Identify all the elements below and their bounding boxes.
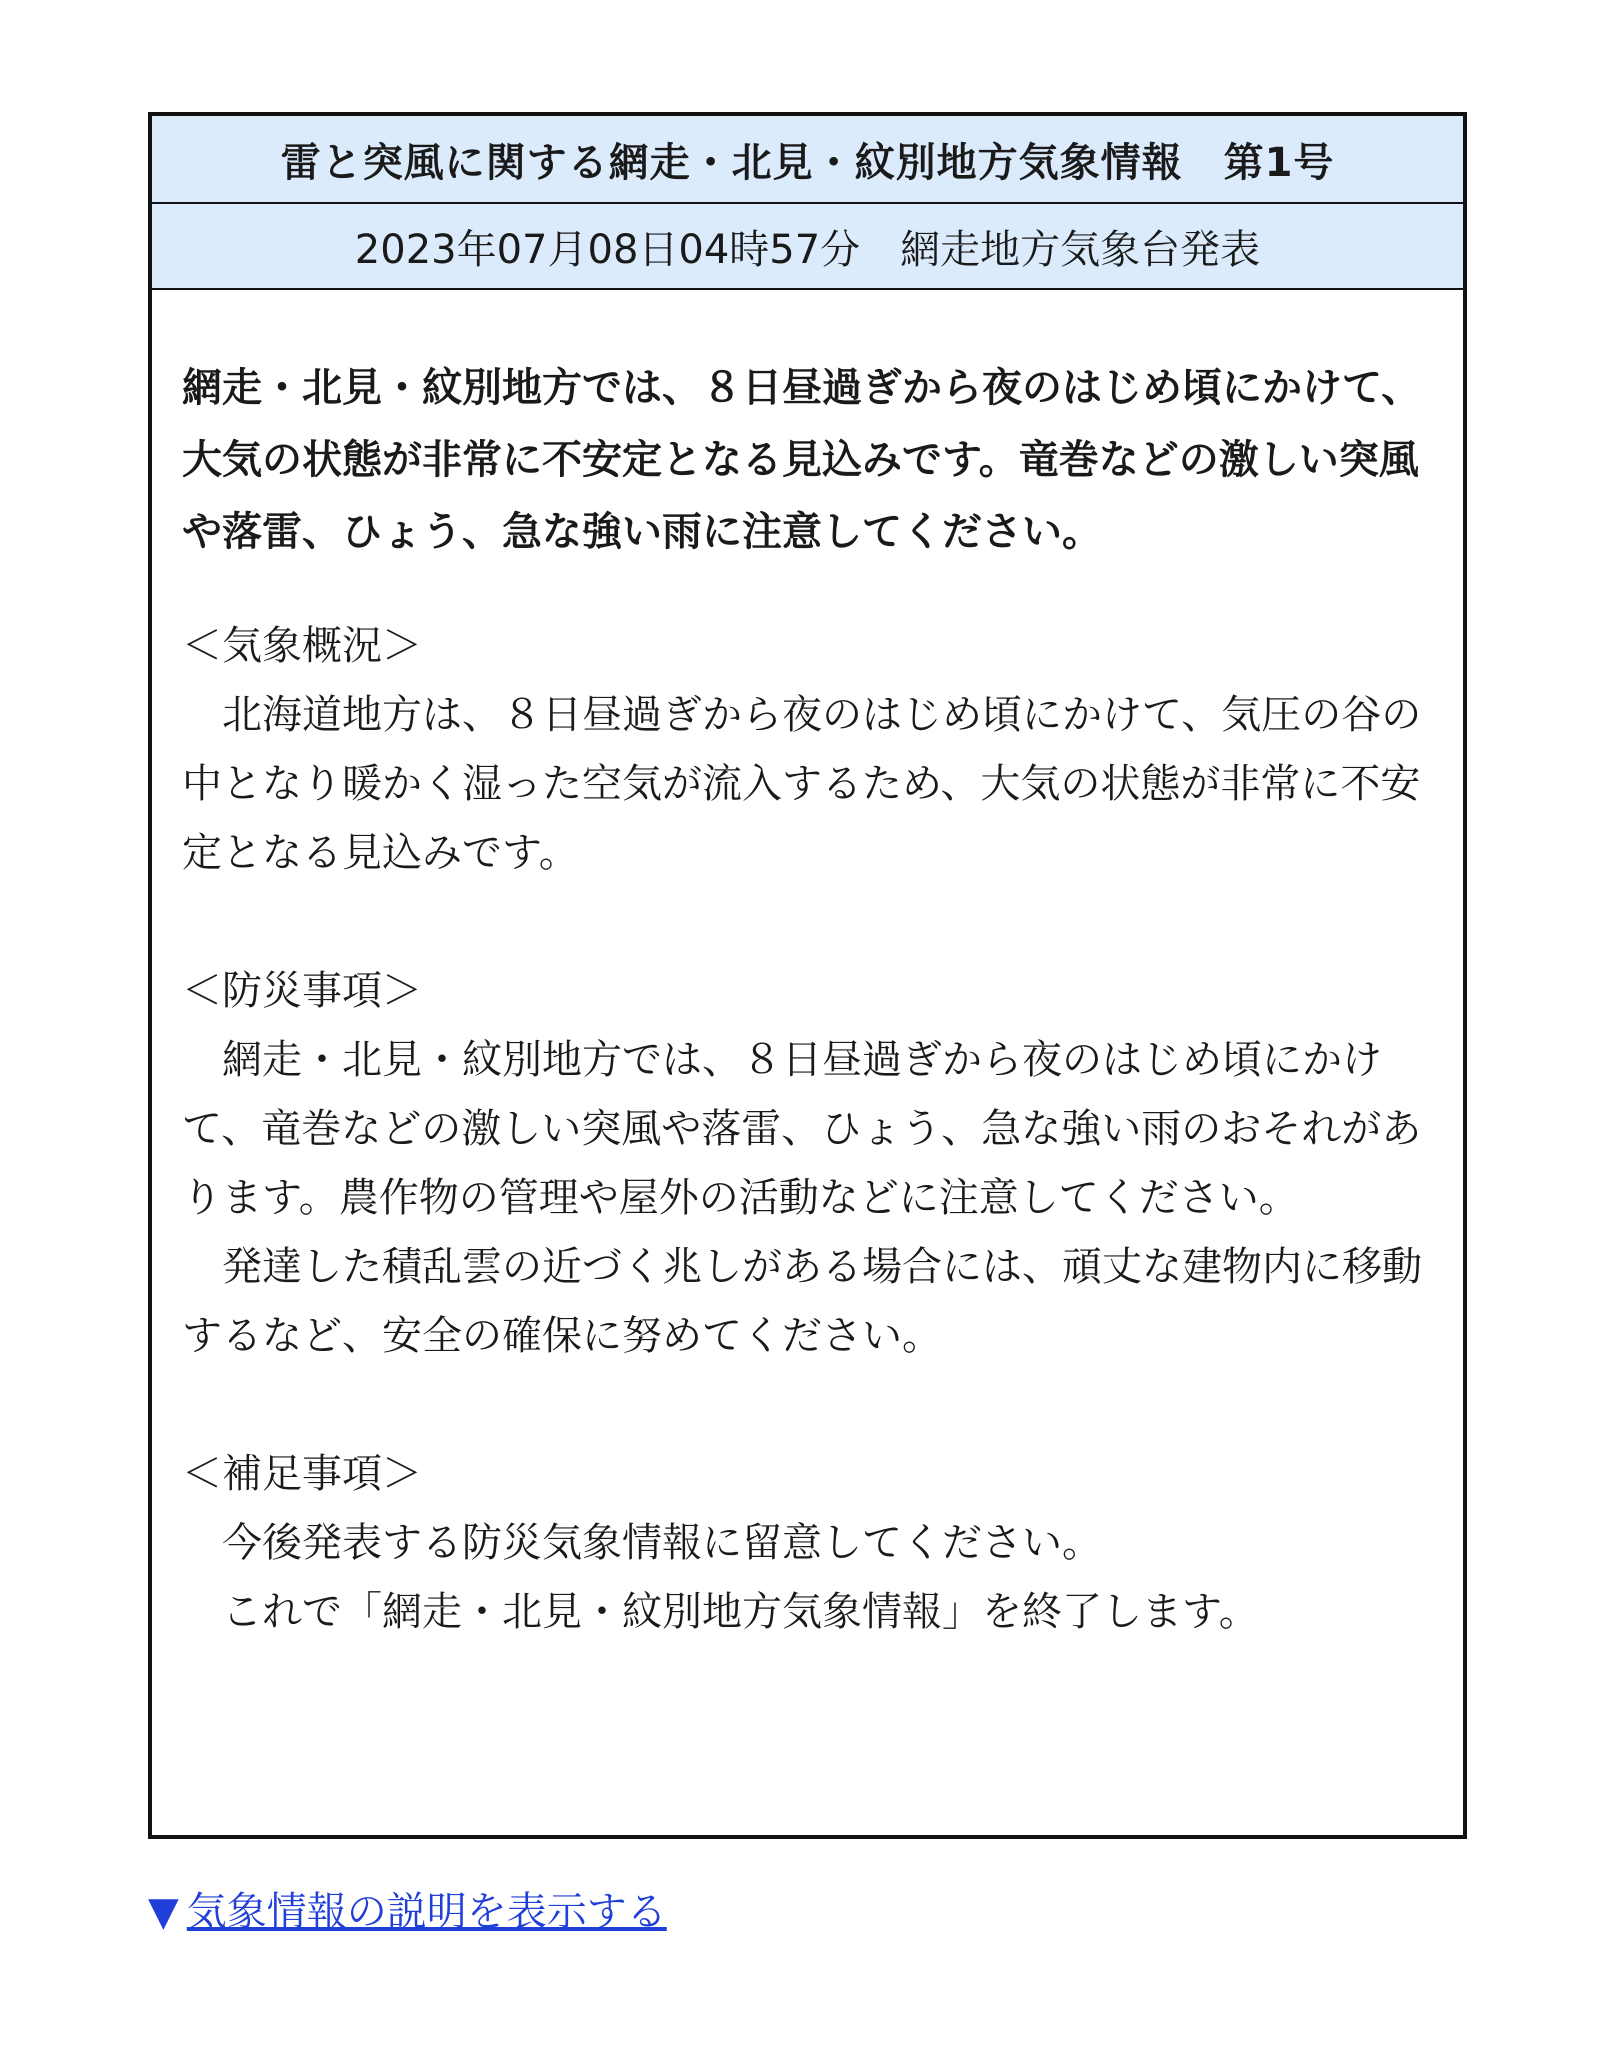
headline-text: 網走・北見・紋別地方では、８日昼過ぎから夜のはじめ頃にかけて、大気の状態が非常に不安定となる見込みです。竜巻などの激しい突風や落雷、ひょう、急な強い雨に注意してください。 [182,365,1422,555]
section-disaster-prevention [182,957,1429,1371]
section-overview [182,612,1429,888]
spacer [182,1371,1429,1440]
prevention-paragraph-2: 発達した積乱雲の近づく兆しがある場合には、頑丈な建物内に移動するなど、安全の確保に努めてください。 [182,1244,1422,1359]
overview-paragraph: 北海道地方は、８日昼過ぎから夜のはじめ頃にかけて、気圧の谷の中となり暖かく湿った空気が流入するため、大気の状態が非常に不安定となる見込みです。 [182,692,1422,876]
info-body [152,290,1463,1647]
triangle-down-icon: ▼ [148,1889,179,1935]
show-explanation-link[interactable] [148,1880,667,1937]
weather-info-panel [148,112,1467,1839]
prevention-paragraph-1: 網走・北見・紋別地方では、８日昼過ぎから夜のはじめ頃にかけて、竜巻などの激しい突風や落雷、ひょう、急な強い雨のおそれがあります。農作物の管理や屋外の活動などに注意してください。 [182,1037,1422,1221]
section-heading-disaster-prevention: ＜防災事項＞ [182,968,422,1014]
title-bar [152,116,1463,204]
section-heading-supplementary: ＜補足事項＞ [182,1451,422,1497]
show-explanation-label: 気象情報の説明を表示する [186,1889,667,1935]
issued-datetime: 2023年07月08日04時57分 網走地方気象台発表 [354,226,1261,273]
section-heading-overview: ＜気象概況＞ [182,623,422,669]
spacer [182,888,1429,957]
supplementary-paragraph-1: 今後発表する防災気象情報に留意してください。 [222,1520,1102,1566]
issued-bar [152,204,1463,290]
supplementary-paragraph-2: これで「網走・北見・紋別地方気象情報」を終了します。 [222,1589,1259,1635]
section-supplementary [182,1440,1429,1647]
info-title: 雷と突風に関する網走・北見・紋別地方気象情報 第1号 [280,139,1335,186]
